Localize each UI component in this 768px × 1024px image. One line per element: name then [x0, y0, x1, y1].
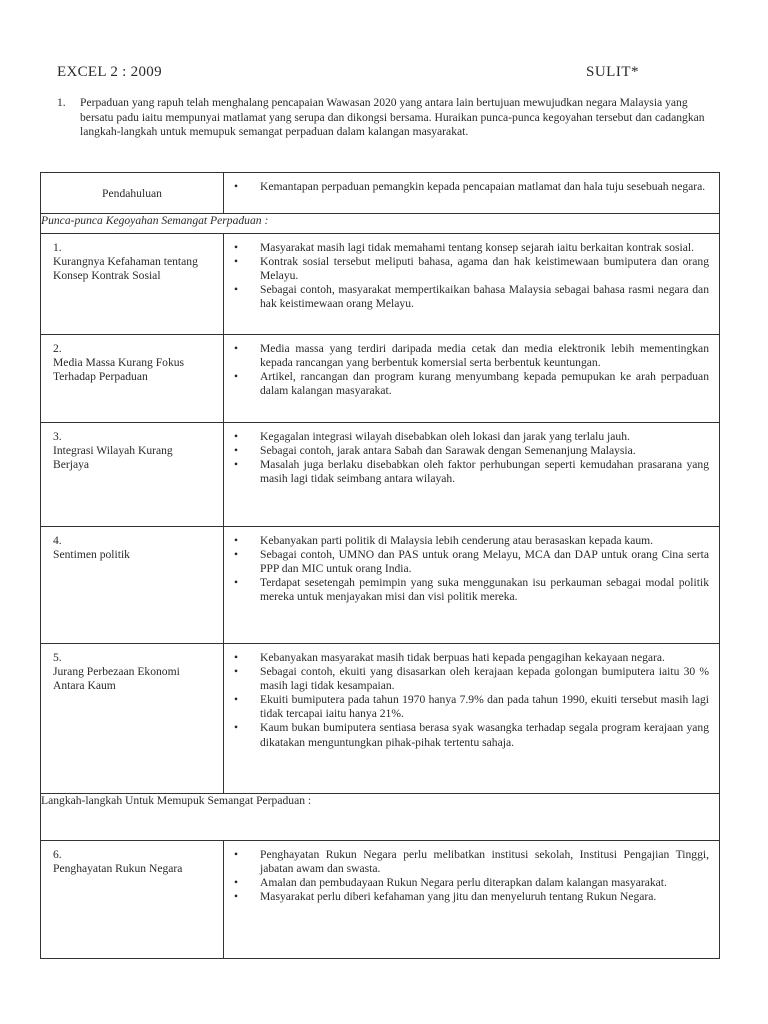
bullet-point: • Sebagai contoh, ekuiti yang disasarkan oleh kerajaan kepada golongan bumiputera iaitu 30 % masih lagi tidak kesampaian.	[230, 665, 709, 693]
section1-title: Punca-punca Kegoyahan Semangat Perpaduan :	[41, 214, 269, 227]
bullet-point: • Amalan dan pembudayaan Rukun Negara perlu diterapkan dalam kalangan masyarakat.	[230, 876, 709, 890]
row-number: 5.	[53, 651, 62, 664]
row-label	[41, 335, 223, 384]
section2-cell	[41, 794, 720, 841]
table-row	[41, 644, 720, 794]
question-number: 1.	[57, 96, 66, 109]
row-label	[41, 423, 223, 472]
row-number: 3.	[53, 430, 62, 443]
row-label-cell	[41, 234, 224, 335]
bullet-point: • Kaum bukan bumiputera sentiasa berasa syak wasangka terhadap segala program kerajaan yang dikatakan menguntungkan pihak-pihak tertentu sahaja.	[230, 721, 709, 749]
row-points-cell	[224, 234, 720, 335]
intro-point: • Kemantapan perpaduan pemangkin kepada pencapaian matlamat dan hala tuju sesebuah negara.	[230, 180, 709, 194]
bullet-point: • Artikel, rancangan dan program kurang menyumbang kepada pemupukan ke arah perpaduan dalam kalangan masyarakat.	[230, 370, 709, 398]
row-label	[41, 527, 223, 562]
row-points-cell	[224, 527, 720, 644]
exam-code: EXCEL 2 : 2009	[57, 64, 162, 80]
row-points	[224, 234, 719, 314]
row-points-cell	[224, 423, 720, 527]
question	[57, 96, 712, 140]
table-row	[41, 423, 720, 527]
row-label-cell	[41, 841, 224, 959]
row-label	[41, 234, 223, 283]
bullet-point: • Kebanyakan parti politik di Malaysia lebih cenderung atau berasaskan kepada kaum.	[230, 534, 709, 548]
bullet-point: • Sebagai contoh, jarak antara Sabah dan Sarawak dengan Semenanjung Malaysia.	[230, 444, 709, 458]
section2-title: Langkah-langkah Untuk Memupuk Semangat Perpaduan :	[41, 794, 312, 807]
intro-label-cell	[41, 173, 224, 214]
row-points	[224, 335, 719, 401]
section1-cell	[41, 214, 720, 234]
row-label-cell	[41, 423, 224, 527]
bullet-point: • Media massa yang terdiri daripada media cetak dan media elektronik lebih mementingkan kepada rancangan yang berbentuk komersial serta berbentuk keuntungan.	[230, 342, 709, 370]
section-header-row	[41, 794, 720, 841]
row-title: Media Massa Kurang Fokus Terhadap Perpaduan	[53, 356, 185, 384]
bullet-point: • Ekuiti bumiputera pada tahun 1970 hanya 7.9% dan pada tahun 1990, ekuiti tersebut masih lagi tidak tercapai iaitu hanya 21%.	[230, 693, 709, 721]
table-row	[41, 335, 720, 423]
bullet-point: • Penghayatan Rukun Negara perlu melibatkan institusi sekolah, Institusi Pengajian Tinggi, jabatan awam dan swasta.	[230, 848, 709, 876]
row-title: Jurang Perbezaan Ekonomi Antara Kaum	[53, 665, 180, 693]
bullet-point: • Sebagai contoh, UMNO dan PAS untuk orang Melayu, MCA dan DAP untuk orang Cina serta PPP dan MIC untuk orang India.	[230, 548, 709, 576]
row-title: Penghayatan Rukun Negara	[53, 862, 183, 876]
row-number: 1.	[53, 241, 62, 254]
table-row	[41, 527, 720, 644]
question-text: Perpaduan yang rapuh telah menghalang pencapaian Wawasan 2020 yang antara lain bertujuan mewujudkan negara Malaysia yang bersatu padu iaitu mempunyai matlamat yang serupa dan dikongsi bersama. Huraikan punca-punca kegoyahan tersebut dan cadangkan langkah-langkah untuk memupuk semangat perpaduan dalam kalangan masyarakat.	[80, 96, 705, 139]
section-header-row	[41, 214, 720, 234]
row-title: Integrasi Wilayah Kurang Berjaya	[53, 444, 173, 472]
bullet-point: • Masyarakat perlu diberi kefahaman yang jitu dan menyeluruh tentang Rukun Negara.	[230, 890, 709, 904]
intro-points-cell	[224, 173, 720, 214]
intro-row	[41, 173, 720, 214]
row-points	[224, 841, 719, 907]
row-label-cell	[41, 335, 224, 423]
bullet-point: • Kontrak sosial tersebut meliputi bahasa, agama dan hak keistimewaan bumiputera dan orang Melayu.	[230, 255, 709, 283]
table-row	[41, 841, 720, 959]
row-number: 6.	[53, 848, 62, 861]
row-points	[224, 527, 719, 607]
row-points-cell	[224, 335, 720, 423]
row-title: Sentimen politik	[53, 548, 130, 562]
classification-label: SULIT*	[586, 64, 639, 80]
row-label	[41, 841, 223, 876]
answer-table	[40, 172, 720, 959]
row-title: Kurangnya Kefahaman tentang Konsep Kontrak Sosial	[53, 255, 198, 283]
bullet-point: • Terdapat sesetengah pemimpin yang suka menggunakan isu perkauman sebagai modal politik mereka untuk menjayakan misi dan visi politik mereka.	[230, 576, 709, 604]
row-points-cell	[224, 841, 720, 959]
row-number: 2.	[53, 342, 62, 355]
row-points-cell	[224, 644, 720, 794]
row-points	[224, 644, 719, 753]
row-points	[224, 423, 719, 489]
table-row	[41, 234, 720, 335]
row-label-cell	[41, 527, 224, 644]
bullet-point: • Kebanyakan masyarakat masih tidak berpuas hati kepada pengagihan kekayaan negara.	[230, 651, 709, 665]
bullet-point: • Sebagai contoh, masyarakat mempertikaikan bahasa Malaysia sebagai bahasa rasmi negara dan hak keistimewaan orang Melayu.	[230, 283, 709, 311]
bullet-point: • Masalah juga berlaku disebabkan oleh faktor perhubungan seperti kemudahan prasarana yang masih lagi tidak seimbang antara wilayah.	[230, 458, 709, 486]
intro-label: Pendahuluan	[102, 187, 162, 200]
bullet-point: • Kegagalan integrasi wilayah disebabkan oleh lokasi dan jarak yang terlalu jauh.	[230, 430, 709, 444]
row-number: 4.	[53, 534, 62, 547]
row-label-cell	[41, 644, 224, 794]
intro-points	[224, 173, 719, 197]
bullet-point: • Masyarakat masih lagi tidak memahami tentang konsep sejarah iaitu berkaitan kontrak sosial.	[230, 241, 709, 255]
row-label	[41, 644, 223, 693]
